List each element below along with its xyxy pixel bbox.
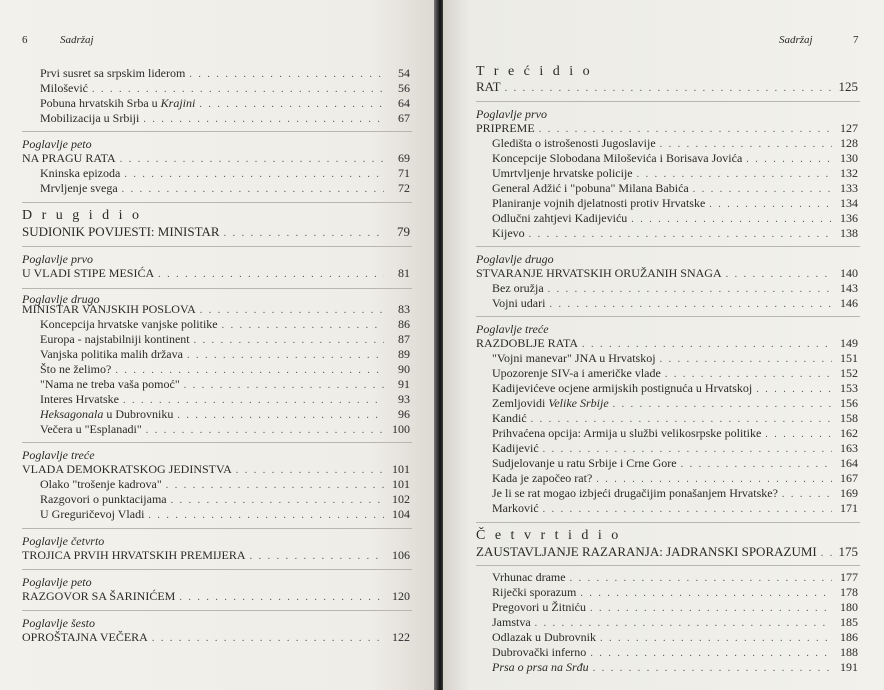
toc-entry[interactable]: Kninska epizoda . . . 71 — [40, 166, 410, 182]
page-number: 7 — [853, 34, 859, 46]
divider — [476, 565, 860, 566]
toc-entry[interactable]: Kadijevićeve ocjene armijskih postignuća u Hrvatskoj . . . 153 — [492, 381, 858, 397]
divider — [22, 288, 412, 289]
page-number: 6 — [22, 34, 28, 46]
toc-entry[interactable]: Kadijević . . . 163 — [492, 441, 858, 457]
chapter-label: Poglavlje treće — [476, 322, 549, 336]
toc-entry[interactable]: Prihvaćena opcija: Armija u službi velikosrpske politike . . . 162 — [492, 426, 858, 442]
chapter-label: Poglavlje peto — [22, 137, 92, 151]
toc-entry[interactable]: Europa - najstabilniji kontinent . . . 87 — [40, 332, 410, 348]
toc-entry[interactable]: Vojni udari . . . 146 — [492, 296, 858, 312]
divider — [476, 522, 860, 523]
toc-entry[interactable]: "Vojni manevar" JNA u Hrvatskoj . . . 151 — [492, 351, 858, 367]
toc-entry[interactable]: Razgovori o punktacijama . . . 102 — [40, 492, 410, 508]
divider — [22, 569, 412, 570]
divider — [22, 528, 412, 529]
chapter-heading[interactable]: PRIPREME . . . 127 — [476, 121, 858, 137]
chapter-heading[interactable]: MINISTAR VANJSKIH POSLOVA . . . 83 — [22, 302, 410, 318]
toc-entry[interactable]: Planiranje vojnih djelatnosti protiv Hrvatske . . . 134 — [492, 196, 858, 212]
chapter-label: Poglavlje drugo — [476, 252, 554, 266]
chapter-heading[interactable]: VLADA DEMOKRATSKOG JEDINSTVA . . . 101 — [22, 462, 410, 478]
running-header-title: Sadržaj — [60, 34, 94, 46]
left-page — [0, 0, 436, 690]
toc-entry[interactable]: Kandić . . . 158 — [492, 411, 858, 427]
divider — [476, 316, 860, 317]
divider — [476, 246, 860, 247]
running-header-title: Sadržaj — [779, 34, 813, 46]
toc-entry[interactable]: Interes Hrvatske . . . 93 — [40, 392, 410, 408]
toc-entry[interactable]: Upozorenje SIV-a i američke vlade . . . 152 — [492, 366, 858, 382]
toc-entry[interactable]: Mrvljenje svega . . . 72 — [40, 181, 410, 197]
chapter-heading[interactable]: U VLADI STIPE MESIĆA . . . 81 — [22, 266, 410, 282]
toc-entry[interactable]: Što ne želimo? . . . 90 — [40, 362, 410, 378]
divider — [22, 610, 412, 611]
chapter-label: Poglavlje prvo — [22, 252, 93, 266]
divider — [22, 442, 412, 443]
chapter-heading[interactable]: RAZGOVOR SA ŠARINIĆEM . . . 120 — [22, 589, 410, 605]
chapter-heading[interactable]: NA PRAGU RATA . . . 69 — [22, 151, 410, 167]
part-heading[interactable]: SUDIONIK POVIJESTI: MINISTAR . . . 79 — [22, 225, 410, 241]
toc-entry[interactable]: U Greguričevoj Vladi . . . 104 — [40, 507, 410, 523]
chapter-label: Poglavlje drugo — [22, 292, 100, 306]
toc-entry[interactable]: Dubrovački inferno . . . 188 — [492, 645, 858, 661]
toc-entry[interactable]: Koncepcije Slobodana Miloševića i Borisava Jovića . . . 130 — [492, 151, 858, 167]
part-heading[interactable]: ZAUSTAVLJANJE RAZARANJA: JADRANSKI SPORAZUMI . . . 175 — [476, 545, 858, 561]
toc-entry[interactable]: Koncepcija hrvatske vanjske politike . . . 86 — [40, 317, 410, 333]
toc-entry[interactable]: Kada je započeo rat? . . . 167 — [492, 471, 858, 487]
toc-entry[interactable]: Milošević . . . 56 — [40, 81, 410, 97]
toc-entry[interactable]: Kijevo . . . 138 — [492, 226, 858, 242]
chapter-label: Poglavlje treće — [22, 448, 95, 462]
toc-entry[interactable]: Pobuna hrvatskih Srba u Krajini . . . 64 — [40, 96, 410, 112]
toc-entry[interactable]: Prvi susret sa srpskim liderom . . . 54 — [40, 66, 410, 82]
toc-entry[interactable]: Bez oružja . . . 143 — [492, 281, 858, 297]
chapter-heading[interactable]: STVARANJE HRVATSKIH ORUŽANIH SNAGA . . . 140 — [476, 266, 858, 282]
chapter-label: Poglavlje četvrto — [22, 534, 105, 548]
toc-entry[interactable]: Olako "trošenje kadrova" . . . 101 — [40, 477, 410, 493]
divider — [22, 202, 412, 203]
part-label: T r e ć i d i o — [476, 64, 593, 79]
toc-entry[interactable]: Riječki sporazum . . . 178 — [492, 585, 858, 601]
toc-entry[interactable]: Umrtvljenje hrvatske policije . . . 132 — [492, 166, 858, 182]
chapter-label: Poglavlje prvo — [476, 107, 547, 121]
chapter-heading[interactable]: RAZDOBLJE RATA . . . 149 — [476, 336, 858, 352]
toc-entry[interactable]: Heksagonala u Dubrovniku . . . 96 — [40, 407, 410, 423]
chapter-label: Poglavlje peto — [22, 575, 92, 589]
toc-entry[interactable]: Prsa o prsa na Srđu . . . 191 — [492, 660, 858, 676]
chapter-heading[interactable]: TROJICA PRVIH HRVATSKIH PREMIJERA . . . 106 — [22, 548, 410, 564]
toc-entry[interactable]: Večera u "Esplanadi" . . . 100 — [40, 422, 410, 438]
part-heading[interactable]: RAT . . . 125 — [476, 80, 858, 96]
chapter-heading[interactable]: OPROŠTAJNA VEČERA . . . 122 — [22, 630, 410, 646]
toc-entry[interactable]: Zemljovidi Velike Srbije . . . 156 — [492, 396, 858, 412]
part-label: D r u g i d i o — [22, 208, 143, 223]
toc-entry[interactable]: Jamstva . . . 185 — [492, 615, 858, 631]
right-page — [443, 0, 884, 690]
toc-entry[interactable]: General Adžić i "pobuna" Milana Babića . . . 133 — [492, 181, 858, 197]
chapter-label: Poglavlje šesto — [22, 616, 95, 630]
toc-entry[interactable]: Sudjelovanje u ratu Srbije i Crne Gore . . . 164 — [492, 456, 858, 472]
toc-entry[interactable]: Vrhunac drame . . . 177 — [492, 570, 858, 586]
toc-entry[interactable]: "Nama ne treba vaša pomoć" . . . 91 — [40, 377, 410, 393]
toc-entry[interactable]: Vanjska politika malih država . . . 89 — [40, 347, 410, 363]
divider — [22, 131, 412, 132]
part-label: Č e t v r t i d i o — [476, 528, 622, 543]
toc-entry[interactable]: Marković . . . 171 — [492, 501, 858, 517]
toc-entry[interactable]: Mobilizacija u Srbiji . . . 67 — [40, 111, 410, 127]
toc-entry[interactable]: Je li se rat mogao izbjeći drugačijim ponašanjem Hrvatske? . . . 169 — [492, 486, 858, 502]
divider — [22, 246, 412, 247]
toc-entry[interactable]: Gledišta o istrošenosti Jugoslavije . . . 128 — [492, 136, 858, 152]
toc-entry[interactable]: Odlazak u Dubrovnik . . . 186 — [492, 630, 858, 646]
toc-entry[interactable]: Pregovori u Žitniću . . . 180 — [492, 600, 858, 616]
divider — [476, 101, 860, 102]
toc-entry[interactable]: Odlučni zahtjevi Kadijeviću . . . 136 — [492, 211, 858, 227]
